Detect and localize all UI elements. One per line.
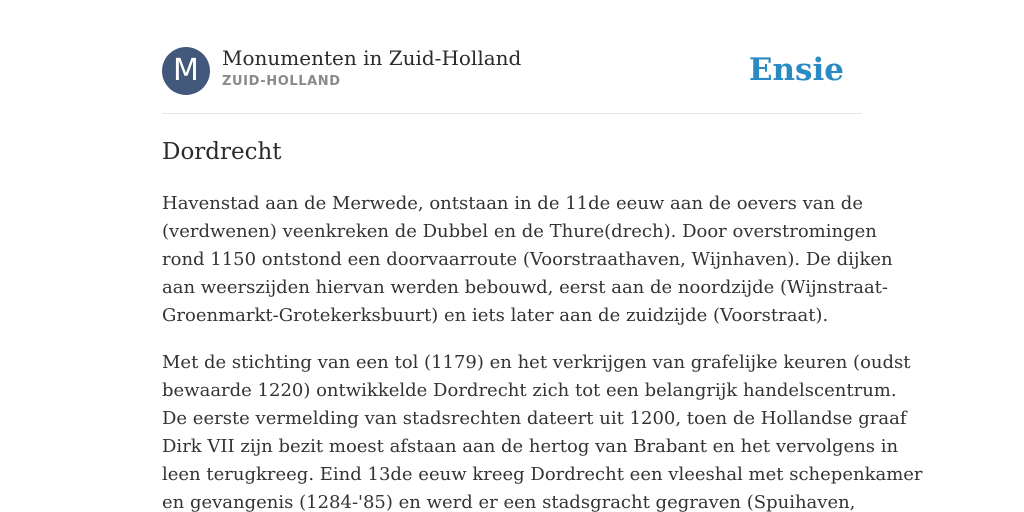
article-paragraph — [162, 190, 893, 330]
avatar[interactable]: M — [162, 47, 210, 95]
article-body — [162, 190, 923, 512]
paragraph-line: aan weerszijden hiervan werden bebouwd, eerst aan de noordzijde (Wijnstraat- — [162, 277, 888, 298]
paragraph-line: rond 1150 ontstond een doorvaarroute (Voorstraathaven, Wijnhaven). De dijken — [162, 249, 893, 270]
header-divider — [162, 113, 862, 114]
ensie-logo[interactable]: Ensie — [748, 52, 844, 88]
paragraph-line: Havenstad aan de Merwede, ontstaan in de 11de eeuw aan de oevers van de — [162, 193, 863, 214]
paragraph-line: bewaarde 1220) ontwikkelde Dordrecht zich tot een belangrijk handelscentrum. — [162, 380, 897, 401]
paragraph-line: De eerste vermelding van stadsrechten dateert uit 1200, toen de Hollandse graaf — [162, 408, 907, 429]
paragraph-line: en gevangenis (1284-'85) en werd er een stadsgracht gegraven (Spuihaven, — [162, 492, 856, 512]
paragraph-line: Dirk VII zijn bezit moest afstaan aan de hertog van Brabant en het vervolgens in — [162, 436, 899, 457]
paragraph-line: (verdwenen) veenkreken de Dubbel en de Thure(drech). Door overstromingen — [162, 221, 877, 242]
paragraph-line: leen terugkreeg. Eind 13de eeuw kreeg Dordrecht een vleeshal met schepenkamer — [162, 464, 923, 485]
site-subtitle-link[interactable]: ZUID-HOLLAND — [222, 74, 341, 89]
article-title: Dordrecht — [162, 139, 282, 165]
article-paragraph — [162, 349, 923, 512]
paragraph-line: Groenmarkt-Grotekerksbuurt) en iets later aan de zuidzijde (Voorstraat). — [162, 305, 829, 326]
site-title-link[interactable]: Monumenten in Zuid-Holland — [222, 46, 522, 70]
site-header — [162, 46, 862, 96]
paragraph-line: Met de stichting van een tol (1179) en het verkrijgen van grafelijke keuren (oudst — [162, 352, 911, 373]
